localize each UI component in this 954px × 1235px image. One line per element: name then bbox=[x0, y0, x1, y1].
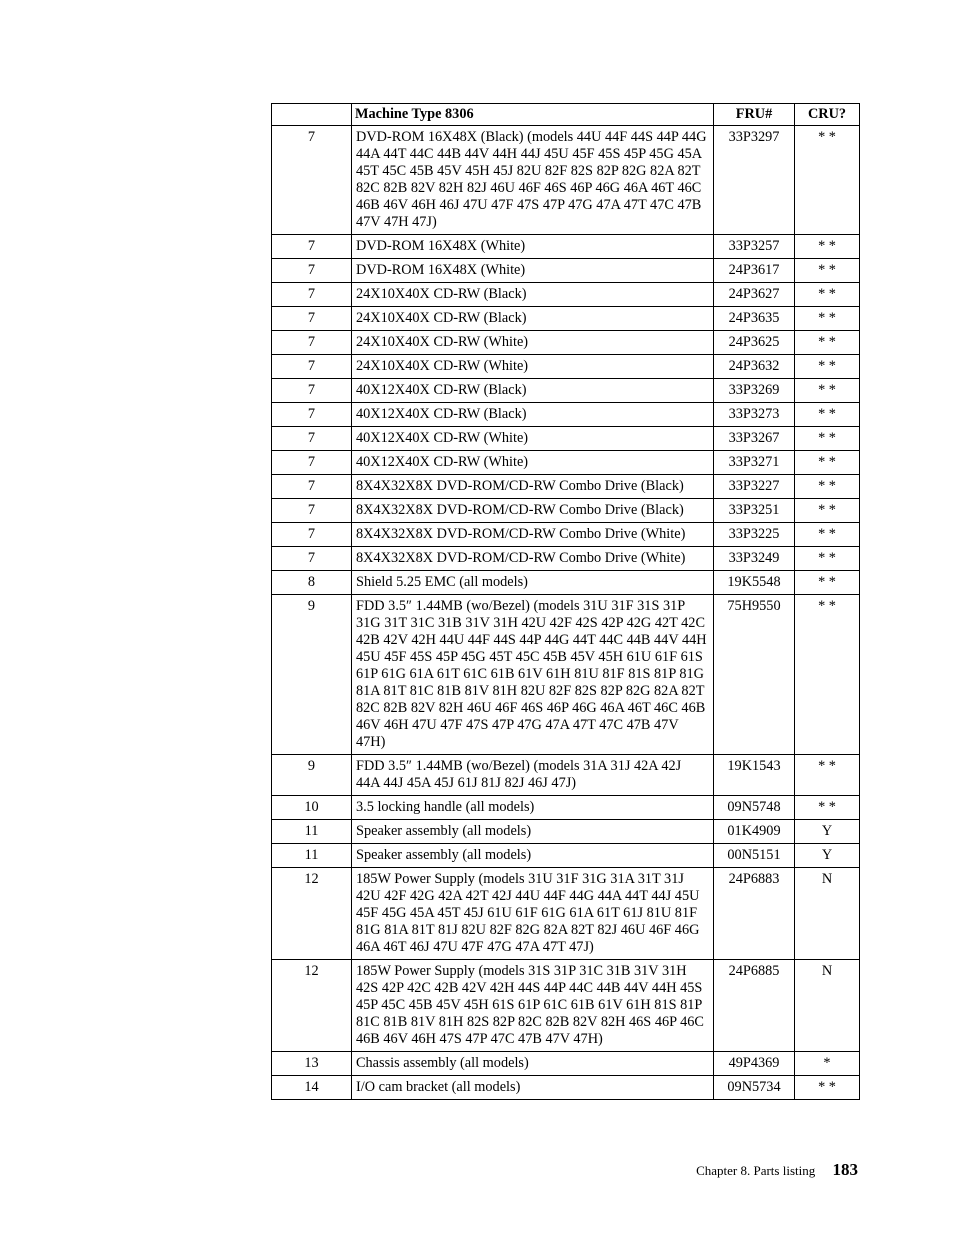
cru-cell: * * bbox=[795, 259, 860, 283]
fru-cell: 24P3617 bbox=[714, 259, 795, 283]
index-cell: 10 bbox=[272, 796, 352, 820]
description-cell: Chassis assembly (all models) bbox=[352, 1052, 714, 1076]
cru-cell: * * bbox=[795, 1076, 860, 1100]
cru-cell: * * bbox=[795, 451, 860, 475]
description-cell: 40X12X40X CD-RW (White) bbox=[352, 451, 714, 475]
table-row bbox=[272, 595, 860, 755]
cru-cell: * * bbox=[795, 403, 860, 427]
index-cell: 7 bbox=[272, 475, 352, 499]
table-row bbox=[272, 126, 860, 235]
cru-cell: N bbox=[795, 960, 860, 1052]
fru-cell: 01K4909 bbox=[714, 820, 795, 844]
cru-column-header: CRU? bbox=[795, 104, 860, 126]
table-row bbox=[272, 307, 860, 331]
index-cell: 14 bbox=[272, 1076, 352, 1100]
cru-cell: * * bbox=[795, 379, 860, 403]
cru-cell: N bbox=[795, 868, 860, 960]
fru-cell: 09N5734 bbox=[714, 1076, 795, 1100]
fru-cell: 33P3267 bbox=[714, 427, 795, 451]
description-cell: 24X10X40X CD-RW (White) bbox=[352, 331, 714, 355]
page-number: 183 bbox=[832, 1160, 858, 1179]
description-cell: 185W Power Supply (models 31U 31F 31G 31A 31T 31J 42U 42F 42G 42A 42T 42J 44U 44F 44G 44A 44T 44J 45U 45F 45G 45A 45T 45J 61U 61F 61G 61A 61T 61J 81U 81F 81G 81A 81T 81J 82U 82F 82G 82A 82T 82J 46U 46F 46G 46A 46T 46J 47U 47F 47G 47A 47T 47J) bbox=[352, 868, 714, 960]
table-row bbox=[272, 844, 860, 868]
description-cell: 185W Power Supply (models 31S 31P 31C 31B 31V 31H 42S 42P 42C 42B 42V 42H 44S 44P 44C 44B 44V 44H 45S 45P 45C 45B 45V 45H 61S 61P 61C 61B 61V 61H 81S 81P 81C 81B 81V 81H 82S 82P 82C 82B 82V 82H 46S 46P 46C 46B 46V 46H 47S 47P 47C 47B 47V 47H) bbox=[352, 960, 714, 1052]
description-cell: 24X10X40X CD-RW (White) bbox=[352, 355, 714, 379]
index-cell: 7 bbox=[272, 235, 352, 259]
cru-cell: * * bbox=[795, 126, 860, 235]
description-cell: FDD 3.5″ 1.44MB (wo/Bezel) (models 31U 31F 31S 31P 31G 31T 31C 31B 31V 31H 42U 42F 42S 42P 42G 42T 42C 42B 42V 42H 44U 44F 44S 44P 44G 44T 44C 44B 44V 44H 45U 45F 45S 45P 45G 45T 45C 45B 45V 45H 61U 61F 61S 61P 61G 61A 61T 61C 61B 61V 61H 81U 81F 81S 81P 81G 81A 81T 81C 81B 81V 81H 82U 82F 82S 82P 82G 82A 82T 82C 82B 82V 82H 46U 46F 46S 46P 46G 46A 46T 46C 46B 46V 46H 47U 47F 47S 47P 47G 47A 47T 47C 47B 47V 47H) bbox=[352, 595, 714, 755]
index-cell: 9 bbox=[272, 755, 352, 796]
index-cell: 13 bbox=[272, 1052, 352, 1076]
fru-cell: 00N5151 bbox=[714, 844, 795, 868]
description-cell: Shield 5.25 EMC (all models) bbox=[352, 571, 714, 595]
fru-cell: 24P3635 bbox=[714, 307, 795, 331]
fru-cell: 24P6883 bbox=[714, 868, 795, 960]
parts-table-header bbox=[272, 104, 860, 126]
description-cell: 40X12X40X CD-RW (Black) bbox=[352, 379, 714, 403]
fru-cell: 33P3297 bbox=[714, 126, 795, 235]
fru-cell: 24P3627 bbox=[714, 283, 795, 307]
index-cell: 7 bbox=[272, 307, 352, 331]
cru-cell: * * bbox=[795, 547, 860, 571]
fru-cell: 75H9550 bbox=[714, 595, 795, 755]
table-row bbox=[272, 796, 860, 820]
index-cell: 11 bbox=[272, 844, 352, 868]
description-cell: 24X10X40X CD-RW (Black) bbox=[352, 307, 714, 331]
index-cell: 7 bbox=[272, 499, 352, 523]
fru-cell: 33P3257 bbox=[714, 235, 795, 259]
table-row bbox=[272, 1052, 860, 1076]
index-cell: 7 bbox=[272, 355, 352, 379]
table-row bbox=[272, 475, 860, 499]
description-cell: 3.5 locking handle (all models) bbox=[352, 796, 714, 820]
fru-cell: 33P3271 bbox=[714, 451, 795, 475]
cru-cell: * * bbox=[795, 499, 860, 523]
index-cell: 7 bbox=[272, 403, 352, 427]
description-cell: DVD-ROM 16X48X (White) bbox=[352, 259, 714, 283]
table-row bbox=[272, 235, 860, 259]
table-row bbox=[272, 427, 860, 451]
index-cell: 7 bbox=[272, 331, 352, 355]
table-row bbox=[272, 283, 860, 307]
fru-cell: 19K5548 bbox=[714, 571, 795, 595]
fru-cell: 49P4369 bbox=[714, 1052, 795, 1076]
cru-cell: * * bbox=[795, 523, 860, 547]
cru-cell: * * bbox=[795, 355, 860, 379]
cru-cell: Y bbox=[795, 844, 860, 868]
cru-cell: * bbox=[795, 1052, 860, 1076]
index-cell: 8 bbox=[272, 571, 352, 595]
index-cell: 7 bbox=[272, 126, 352, 235]
table-row bbox=[272, 523, 860, 547]
fru-cell: 33P3225 bbox=[714, 523, 795, 547]
description-cell: I/O cam bracket (all models) bbox=[352, 1076, 714, 1100]
index-cell: 7 bbox=[272, 427, 352, 451]
index-cell: 12 bbox=[272, 868, 352, 960]
description-column-header: Machine Type 8306 bbox=[352, 104, 714, 126]
index-cell: 7 bbox=[272, 379, 352, 403]
fru-cell: 33P3273 bbox=[714, 403, 795, 427]
fru-cell: 09N5748 bbox=[714, 796, 795, 820]
description-cell: DVD-ROM 16X48X (Black) (models 44U 44F 44S 44P 44G 44A 44T 44C 44B 44V 44H 44J 45U 45F 45S 45P 45G 45A 45T 45C 45B 45V 45H 45J 82U 82F 82S 82P 82G 82A 82T 82C 82B 82V 82H 82J 46U 46F 46S 46P 46G 46A 46T 46C 46B 46V 46H 46J 47U 47F 47S 47P 47G 47A 47T 47C 47B 47V 47H 47J) bbox=[352, 126, 714, 235]
cru-cell: * * bbox=[795, 595, 860, 755]
description-cell: 8X4X32X8X DVD-ROM/CD-RW Combo Drive (White) bbox=[352, 523, 714, 547]
page-footer bbox=[696, 1160, 858, 1180]
description-cell: Speaker assembly (all models) bbox=[352, 820, 714, 844]
index-cell: 7 bbox=[272, 259, 352, 283]
index-cell: 11 bbox=[272, 820, 352, 844]
table-row bbox=[272, 1076, 860, 1100]
fru-cell: 33P3227 bbox=[714, 475, 795, 499]
cru-cell: * * bbox=[795, 283, 860, 307]
table-row bbox=[272, 571, 860, 595]
cru-cell: * * bbox=[795, 427, 860, 451]
cru-cell: * * bbox=[795, 235, 860, 259]
index-cell: 7 bbox=[272, 547, 352, 571]
table-row bbox=[272, 451, 860, 475]
table-row bbox=[272, 755, 860, 796]
description-cell: 40X12X40X CD-RW (Black) bbox=[352, 403, 714, 427]
table-row bbox=[272, 331, 860, 355]
parts-table-body bbox=[272, 126, 860, 1100]
fru-cell: 33P3251 bbox=[714, 499, 795, 523]
index-cell: 9 bbox=[272, 595, 352, 755]
table-row bbox=[272, 259, 860, 283]
cru-cell: * * bbox=[795, 571, 860, 595]
table-row bbox=[272, 960, 860, 1052]
description-cell: 8X4X32X8X DVD-ROM/CD-RW Combo Drive (Black) bbox=[352, 475, 714, 499]
table-row bbox=[272, 820, 860, 844]
cru-cell: * * bbox=[795, 796, 860, 820]
index-cell: 7 bbox=[272, 283, 352, 307]
description-cell: 40X12X40X CD-RW (White) bbox=[352, 427, 714, 451]
cru-cell: * * bbox=[795, 475, 860, 499]
cru-cell: Y bbox=[795, 820, 860, 844]
fru-cell: 19K1543 bbox=[714, 755, 795, 796]
cru-cell: * * bbox=[795, 755, 860, 796]
fru-cell: 33P3269 bbox=[714, 379, 795, 403]
cru-cell: * * bbox=[795, 307, 860, 331]
table-row bbox=[272, 547, 860, 571]
parts-table bbox=[271, 103, 860, 1100]
fru-cell: 24P3625 bbox=[714, 331, 795, 355]
chapter-label: Chapter 8. Parts listing bbox=[696, 1163, 816, 1178]
index-column-header bbox=[272, 104, 352, 126]
fru-cell: 24P3632 bbox=[714, 355, 795, 379]
description-cell: FDD 3.5″ 1.44MB (wo/Bezel) (models 31A 31J 42A 42J 44A 44J 45A 45J 61J 81J 82J 46J 47J) bbox=[352, 755, 714, 796]
description-cell: Speaker assembly (all models) bbox=[352, 844, 714, 868]
description-cell: 8X4X32X8X DVD-ROM/CD-RW Combo Drive (Black) bbox=[352, 499, 714, 523]
table-row bbox=[272, 379, 860, 403]
header-row bbox=[272, 104, 860, 126]
table-row bbox=[272, 499, 860, 523]
fru-column-header: FRU# bbox=[714, 104, 795, 126]
index-cell: 7 bbox=[272, 451, 352, 475]
fru-cell: 33P3249 bbox=[714, 547, 795, 571]
index-cell: 12 bbox=[272, 960, 352, 1052]
index-cell: 7 bbox=[272, 523, 352, 547]
description-cell: 24X10X40X CD-RW (Black) bbox=[352, 283, 714, 307]
description-cell: DVD-ROM 16X48X (White) bbox=[352, 235, 714, 259]
description-cell: 8X4X32X8X DVD-ROM/CD-RW Combo Drive (White) bbox=[352, 547, 714, 571]
table-row bbox=[272, 868, 860, 960]
table-row bbox=[272, 403, 860, 427]
cru-cell: * * bbox=[795, 331, 860, 355]
fru-cell: 24P6885 bbox=[714, 960, 795, 1052]
table-row bbox=[272, 355, 860, 379]
